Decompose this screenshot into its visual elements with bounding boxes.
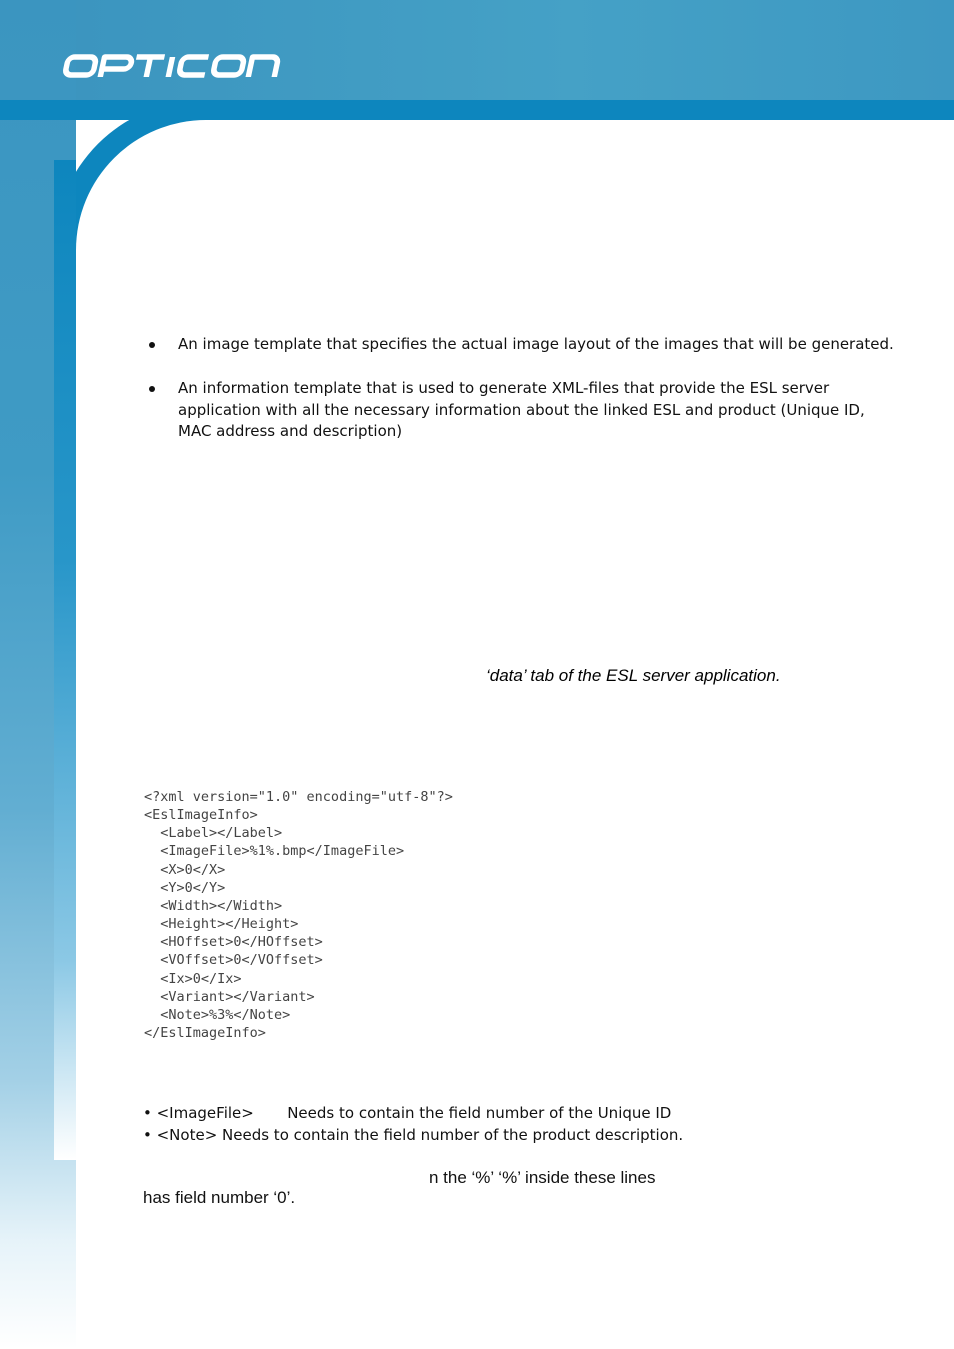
code-line: <ImageFile>%1%.bmp</ImageFile> <box>144 843 405 860</box>
bullet-information-template <box>178 378 898 443</box>
code-line: <EslImageInfo> <box>144 807 258 824</box>
xml-code-sample <box>144 788 453 1042</box>
content-panel <box>76 120 954 1349</box>
code-line: <Variant></Variant> <box>144 988 315 1005</box>
code-line: <Height></Height> <box>144 916 299 933</box>
percent-fragment: n the ‘%’ ‘%’ inside these lines <box>429 1168 656 1187</box>
code-line: <X>0</X> <box>144 861 226 878</box>
code-line: <Width></Width> <box>144 897 283 914</box>
imagefile-note: • <ImageFile> Needs to contain the field number of the Unique ID <box>143 1104 672 1122</box>
code-line: <Ix>0</Ix> <box>144 970 242 987</box>
bullet-line: MAC address and description) <box>178 422 403 440</box>
opticon-logo <box>62 50 302 82</box>
code-line: <Y>0</Y> <box>144 879 226 896</box>
code-line: <VOffset>0</VOffset> <box>144 952 323 969</box>
bullet-dot <box>149 386 155 392</box>
left-stripe <box>54 160 76 1160</box>
code-line: <Label></Label> <box>144 825 283 842</box>
data-tab-note: ‘data’ tab of the ESL server application. <box>486 666 781 685</box>
field-zero-fragment: has field number ‘0’. <box>143 1188 296 1207</box>
code-line: <HOffset>0</HOffset> <box>144 934 323 951</box>
note-field-note: • <Note> Needs to contain the field number of the product description. <box>143 1126 684 1144</box>
code-line: </EslImageInfo> <box>144 1025 266 1042</box>
header-stripe <box>0 100 954 120</box>
bullet-image-template <box>178 334 898 356</box>
bullet-line: application with all the necessary information about the linked ESL and product (Unique ID, <box>178 400 865 419</box>
bullet-line: An information template that is used to generate XML-files that provide the ESL server <box>178 379 830 397</box>
code-line: <Note>%3%</Note> <box>144 1006 291 1023</box>
code-line: <?xml version="1.0" encoding="utf-8"?> <box>144 789 453 805</box>
bullet-line: An image template that specifies the actual image layout of the images that will be generated. <box>178 335 894 353</box>
bullet-dot <box>149 342 155 348</box>
